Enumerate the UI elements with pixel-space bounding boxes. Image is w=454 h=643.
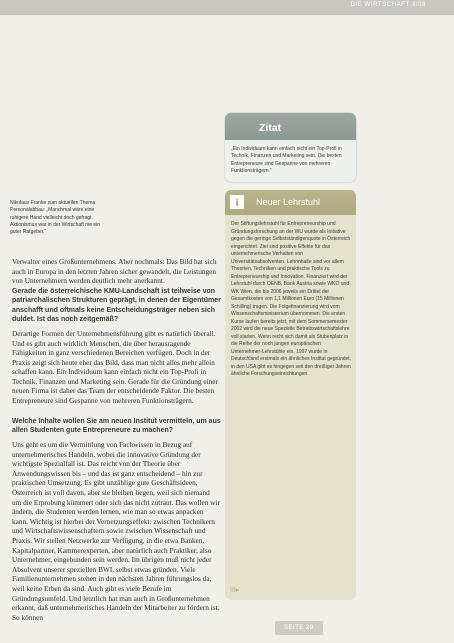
body-paragraph-2: Derartige Formen der Unternehmensführung gibt es natürlich überall. Und es gibt auch wirklich Menschen, die über herausragende Fähigkeiten in ganz verschiedenen Bereichen verfügen. Doch in der Praxis zeigt sich heute eher das Bild, dass man nicht alles mehr allein schaffen kann. Ein Individuum kann einfach nicht ein Top-Profi in Technik, Finanzen und Marketing sein. Gerade für die Gründung einer neuen Firma ist daher das Team der entscheidende Faktor. Die besten Entrepreneure sind Gespanne von mehreren Funktionsträgern.: [12, 329, 218, 405]
quote-box-text: „Ein Individuum kann einfach nicht ein Top-Profi in Technik, Finanzen und Marketing sein. Die besten Entrepreneure sind Gespanne von mehreren Funktionsträgern.“: [231, 146, 342, 174]
interview-question-2: Welche Inhalte wollen Sie am neuen Institut vermitteln, um aus allen Studenten gute Entrepreneure zu machen?: [12, 418, 221, 435]
page-label: SEITE: [284, 625, 304, 631]
chair-info-box-header: [225, 190, 356, 215]
info-icon: i: [230, 195, 244, 209]
interview-question-1: Gerade die österreichische KMU-Landschaft ist teilweise von patriarchalischen Strukturen geprägt, in denen der Eigentümer anschafft und oftmals keine Entscheidungsträger neben sich duldet. Ist das noch zeitgemäß?: [12, 288, 221, 323]
page-number: 29: [305, 625, 314, 631]
body-paragraph-1: Verwalter eines Großunternehmens. Aber nochmals: Das Bild hat sich auch in Europa in den letzten Jahren sicher gewandelt, die Leistungen von Unternehmern werden deutlich mehr anerkannt.: [12, 257, 217, 285]
magazine-issue-label: DIE WIRTSCHAFT 3/08: [350, 2, 426, 8]
chair-info-box-title: Neuer Lehrstuhl: [256, 197, 321, 207]
chair-info-box-text: Der Stiftungslehrstuhl für Entrepreneurship und Gründungsforschung an der WU wurde als Initiative gegen die geringe Selbstständigenquote in Österreich eingerichtet. Ziel sind positive Effekte für das unternehmerische Verhalten von Universitätsabsolventen. Lehrinhalte sind vor allem Theorien, Techniken und praktische Tools zu Entrepreneurship und Innovation. Finanziert wird der Lehrstuhl durch OENB, Bank Austria sowie WKO und WK Wien, die bis 2006 jeweils ein Drittel der Gesamtkosten von 1,1 Millionen Euro (15 Millionen Schilling) tragen. Die Folgefinanzierung wird vom Wissenschaftsministerium übernommen. Die ersten Kurse laufen bereits jetzt, mit dem Sommersemester 2002 wird die neue Spezielle Betriebswirtschaftslehre voll starten. Wenn recht sich damit als Stubenplatz in die Reihe der noch jungen europäischen Unternehmer-Lehrstühle ein. 1997 wurde in Deutschland erstmals ein ähnliches Institut gegründet, in den USA gibt es hingegen seit den dreißiger Jahren ähnliche Forschungseinrichtungen.: [231, 221, 352, 377]
quote-box: [225, 113, 356, 182]
body-paragraph-3: Uns geht es um die Vermittlung von Fachwissen in Bezug auf unternehmerisches Handeln, wobei die innovative Gründung der wichtigste Spezialfall ist. Das reicht von der Theorie über Anwendungswissen bis – und das ist ganz entscheidend – hin zur praktischen Umsetzung. Es gibt unzählige gute Geschäftsideen, Österreich ist voll davon, aber sie bleiben liegen, weil sich niemand um die Erprobung kümmert oder sich das nicht zutraut. Das wollen wir ändern, die Studenten werden lernen, wie man so etwas anpacken kann. Wichtig ist hierbei der Vernetzungseffekt: zwischen Technikern und Wirtschaftswissenschaftern sowie zwischen Wissenschaft und Praxis. Wir stellen Netzwerke zur Verfügung, in die etwa Banken, Kapitalpartner, Kammerexperten, aber natürlich auch Praktiker, also Unternehmer, eingebunden sein werden. Im übrigen muß nicht jeder Absolvent unserer speziellen BWL selbst etwas gründen. Viele Familienunternehmen stehen in den nächsten Jahren führungslos da, weil keine Erben da sind. Auch gibt es viele Berufe im Gründungsumfeld. Und letztlich hat man auch in Großunternehmen erkannt, daß unternehmerisches Handeln der Mitarbeiter zu fördern ist. So können: [12, 440, 220, 622]
chair-info-box: [225, 190, 356, 600]
quote-box-title: Zitat: [225, 113, 356, 140]
page-number-tab: [275, 621, 323, 635]
continue-arrow-icon: III▸: [230, 587, 240, 594]
header-bar: [0, 0, 454, 15]
photo-caption: Nikolaus Franke zum aktuellen Thema Personalabbau: „Manchmal wäre eine ruhigere Hand vielleicht doch gefragt. Aktionismus war in der Wirtschaft nie ein guter Ratgeber.“: [10, 200, 101, 236]
